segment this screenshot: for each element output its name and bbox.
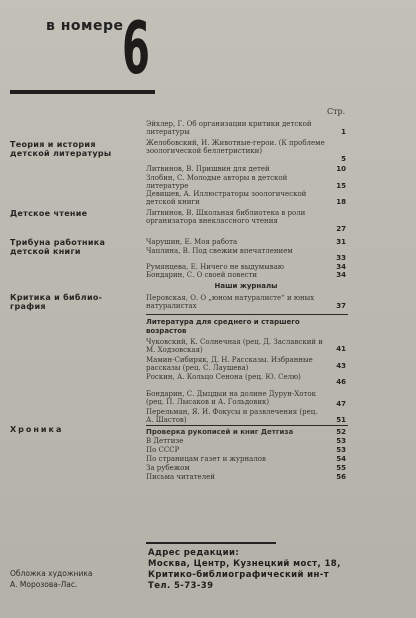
toc-entry: Перовская, О. О „юном натуралисте“ и юных натуралистах xyxy=(146,294,315,310)
toc-entry: По страницам газет и журналов xyxy=(146,455,266,463)
header-rule xyxy=(10,90,155,94)
divider xyxy=(146,314,348,315)
toc-entry: Желобовский, И. Животные-герои. (К проблеме зоологической беллетристики) xyxy=(146,139,325,155)
toc-page-number: 1 xyxy=(341,128,346,136)
toc-entry: Литвинов, В. Школьная библиотека в роли организатора внеклассного чтения xyxy=(146,209,306,225)
toc-entry: Письма читателей xyxy=(146,473,215,481)
toc-page-number: 31 xyxy=(336,238,346,246)
toc-entry: Проверка рукописей и книг Детгиза xyxy=(146,428,294,436)
cover-credit xyxy=(10,568,93,590)
header-label: в номере xyxy=(46,18,124,34)
toc-page-number: 27 xyxy=(336,225,346,233)
toc-entry: Литвинов, В. Пришвин для детей xyxy=(146,165,270,173)
toc-page-number: 34 xyxy=(336,271,346,279)
toc-page-number: 15 xyxy=(336,182,346,190)
toc-page-number: 33 xyxy=(336,254,346,262)
toc-entry: По СССР xyxy=(146,446,180,454)
cover-credit-line: А. Морозова-Лас. xyxy=(10,580,78,589)
toc-page-number: 56 xyxy=(336,473,346,481)
toc-entry: Перельман, Я. И. Фокусы и развлечения (рец. А. Шастов) xyxy=(146,408,318,424)
toc-page-number: 47 xyxy=(336,400,346,408)
toc-page-number: 41 xyxy=(336,345,346,353)
toc-entry: В Детгизе xyxy=(146,437,184,445)
toc-page-number: 52 xyxy=(336,428,346,436)
address-line: Критико-библиографический ин-т xyxy=(148,570,330,580)
toc-entry: Мамин-Сибиряк, Д. Н. Рассказы. Избранные рассказы (рец. С. Лаушева) xyxy=(146,356,313,372)
toc-entry: Эйхлер, Г. Об организации критики детской литературы xyxy=(146,120,312,136)
cover-credit-line: Обложка художника xyxy=(10,569,93,578)
toc-entry: Бондарин, С. О своей повести xyxy=(146,271,258,279)
toc-entry: Злобин, С. Молодые авторы в детской литературе xyxy=(146,174,288,190)
toc-entry: Румянцева, Е. Ничего не выдумываю xyxy=(146,263,284,271)
toc-page-number: 54 xyxy=(336,455,346,463)
toc-page-number: 53 xyxy=(336,437,346,445)
section-label-chronicle: Хроника xyxy=(10,425,64,434)
address-title: Адрес редакции: xyxy=(148,548,240,558)
section-label-tribune: Трибуна работника детской книги xyxy=(10,238,106,256)
toc-page-number: 5 xyxy=(341,155,346,163)
address-line: Москва, Центр, Кузнецкий мост, 18, xyxy=(148,559,341,569)
toc-page-number: 55 xyxy=(336,464,346,472)
toc-entry: За рубежом xyxy=(146,464,190,472)
toc-entry: Роскин, А. Кольцо Сенона (рец. Ю. Селю) xyxy=(146,373,301,381)
toc-page-number: 18 xyxy=(336,198,346,206)
address-line: Тел. 5-73-39 xyxy=(148,581,214,591)
toc-page-number: 43 xyxy=(336,362,346,370)
toc-page-number: 37 xyxy=(336,302,346,310)
toc-entry: Чаплина, В. Под свежим впечатлением xyxy=(146,247,293,255)
toc-page-number: 34 xyxy=(336,263,346,271)
issue-number: 6 xyxy=(122,6,150,90)
criticism-heading: Литература для среднего и старшего возрастов xyxy=(146,318,300,335)
footer-rule xyxy=(146,542,276,544)
toc-entry: Девишев, А. Иллюстраторы зоологической детской книги xyxy=(146,190,307,206)
toc-page-number: 10 xyxy=(336,165,346,173)
divider xyxy=(146,425,348,426)
journals-heading: Наши журналы xyxy=(214,282,278,290)
section-label-reading: Детское чтение xyxy=(10,209,88,218)
section-label-theory: Теория и история детской литературы xyxy=(10,140,112,158)
toc-page-number: 53 xyxy=(336,446,346,454)
section-label-criticism: Критика и библио-графия xyxy=(10,293,103,311)
toc-page-number: 51 xyxy=(336,416,346,424)
toc-page-number: 46 xyxy=(336,378,346,386)
toc-entry: Бондарин, С. Дыцдыи на долине Дурун-Хоток (рец. П. Лысаков и А. Гольдовик) xyxy=(146,390,316,406)
toc-entry: Чарушин, Е. Моя работа xyxy=(146,238,238,246)
page-column-label: Стр. xyxy=(327,107,346,116)
toc-entry: Чуковский, К. Солнечная (рец. Д. Заславский и М. Ходзовская) xyxy=(146,338,323,354)
editorial-address xyxy=(148,548,341,592)
